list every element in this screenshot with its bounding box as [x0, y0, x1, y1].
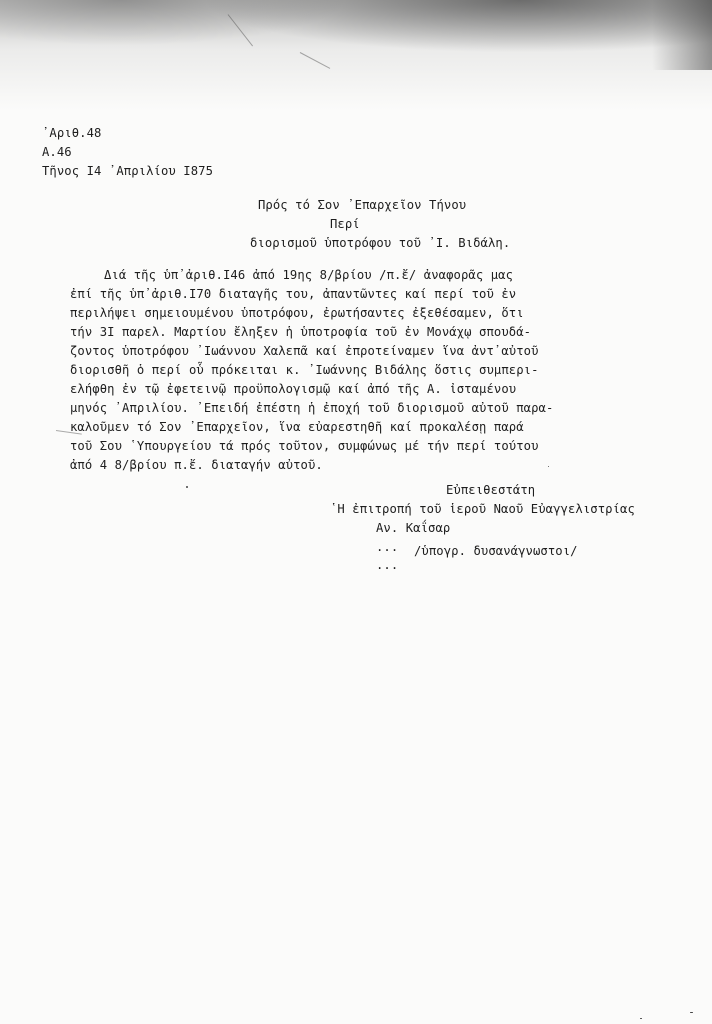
scan-speck [690, 1012, 693, 1013]
scan-shadow-corner [652, 0, 712, 70]
ref-number: ᾿Αριθ.48 [42, 126, 102, 140]
scan-speck [186, 486, 188, 488]
signatory-name: Αν. Καΐσαρ [376, 521, 451, 535]
subject-label: Περί [330, 217, 360, 231]
body-line: τοῦ Σου ῾Υπουργείου τά πρός τοῦτον, συμφώνως μέ τήν περί τούτου [70, 439, 539, 453]
place-date: Τῆνος Ι4 ᾿Απριλίου Ι875 [42, 164, 214, 178]
scan-shadow-top [0, 0, 712, 110]
body-line: τήν 3Ι παρελ. Μαρτίου ἔληξεν ἡ ὑποτροφία τοῦ ἐν Μονάχῳ σπουδά- [70, 325, 532, 339]
closing-salutation: Εὐπειθεστάτη [446, 483, 536, 497]
illegible-signatures-note: /ὑπογρ. δυσανάγνωστοι/ [414, 544, 578, 558]
subject-line: διορισμοῦ ὑποτρόφου τοῦ ᾿Ι. Βιδάλη. [250, 236, 511, 250]
ref-code: Α.46 [42, 145, 72, 159]
scan-speck [640, 1018, 642, 1019]
body-line: ἀπό 4 8/βρίου π.ἔ. διαταγήν αὐτοῦ. [70, 458, 323, 472]
body-line: ελήφθη ἐν τῷ ἐφετεινῷ προϋπολογισμῷ καί ἀπό τῆς Α. ἰσταμένου [70, 382, 517, 396]
scan-speck [548, 466, 549, 467]
body-line: ἐπί τῆς ὑπ᾿ἀριθ.Ι70 διαταγῆς του, ἀπαντῶντες καί περί τοῦ ἐν [70, 287, 517, 301]
body-line: διορισθῆ ὁ περί οὗ πρόκειται κ. ᾿Ιωάννης Βιδάλης ὅστις συμπερι- [70, 363, 539, 377]
body-line: καλοῦμεν τό Σον ᾿Επαρχεῖον, ἵνα εὐαρεστηθῆ καί προκαλέσῃ παρά [70, 420, 524, 434]
body-line: ζοντος ὑποτρόφου ᾿Ιωάννου Χαλεπᾶ καί ἐπροτείναμεν ἵνα ἀντ᾿αὐτοῦ [70, 344, 539, 358]
body-line: Διά τῆς ὑπ᾿ἀριθ.Ι46 ἀπό 19ης 8/βρίου /π.ἔ/ ἀναφορᾶς μας [104, 268, 514, 282]
signature-dots: ... [376, 558, 399, 572]
body-line: περιλήψει σημειουμένου ὑποτρόφου, ἐρωτήσαντες ἐξεθέσαμεν, ὅτι [70, 306, 524, 320]
body-line: μηνός ᾿Απριλίου. ᾿Επειδή ἐπέστη ἡ ἐποχή τοῦ διορισμοῦ αὐτοῦ παρα- [70, 401, 554, 415]
signature-dots: ... [376, 540, 399, 554]
addressee-line: Πρός τό Σον ᾿Επαρχεῖον Τήνου [258, 198, 467, 212]
committee-line: ῾Η ἐπιτροπή τοῦ ἱεροῦ Ναοῦ Εὐαγγελιστρίας [330, 502, 635, 516]
